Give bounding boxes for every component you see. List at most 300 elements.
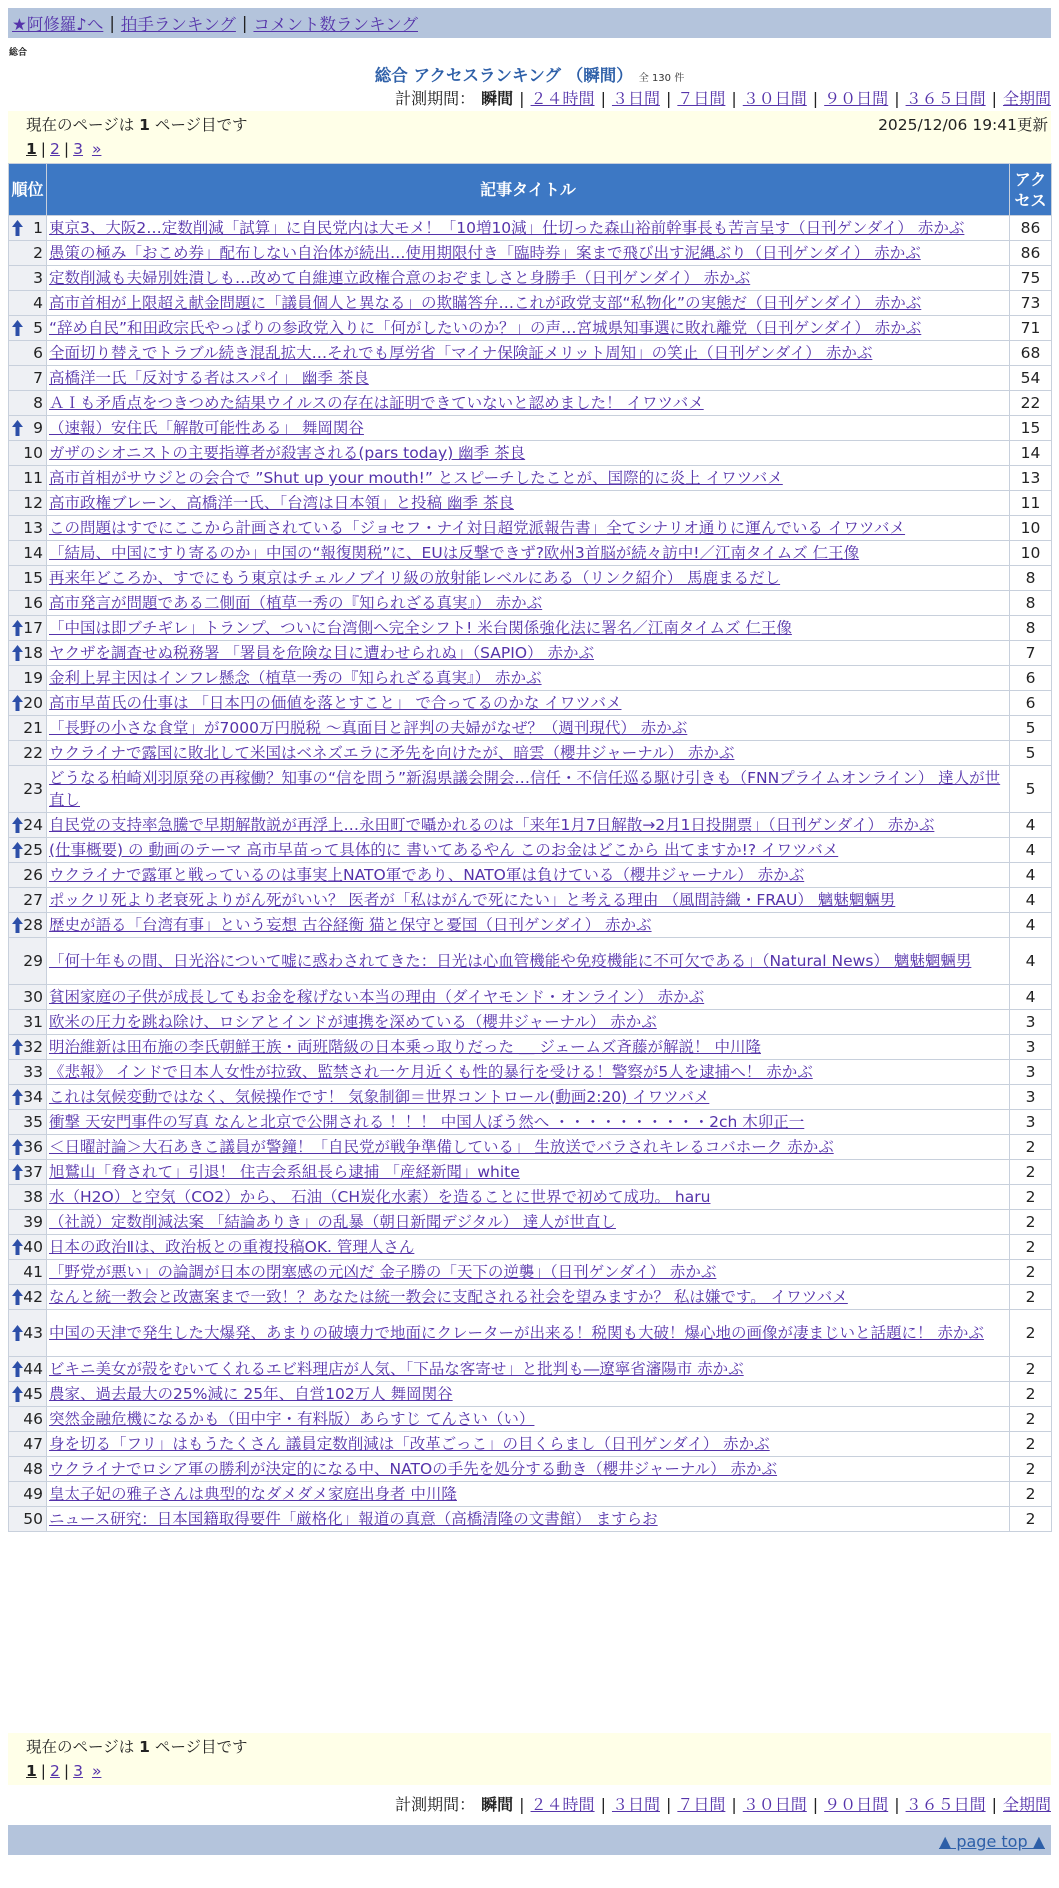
article-link[interactable]: 欧米の圧力を跳ね除け、ロシアとインドが連携を深めている（櫻井ジャーナル） 赤かぶ	[49, 1013, 657, 1031]
period-option-link[interactable]: ７日間	[677, 1795, 726, 1814]
rank-number: 3	[33, 269, 43, 287]
period-current: 瞬間	[481, 89, 514, 108]
article-link[interactable]: 高市早苗氏の仕事は 「日本円の価値を落とすこと」 で合ってるのかな イワツバメ	[49, 694, 622, 712]
rank-number: 32	[23, 1038, 43, 1056]
rank-number: 48	[23, 1460, 43, 1478]
table-row	[9, 1085, 1052, 1110]
article-link[interactable]: （速報）安住氏「解散可能性ある」 舞岡関谷	[49, 419, 364, 437]
period-option-link[interactable]: 全期間	[1002, 1795, 1051, 1814]
table-row	[9, 985, 1052, 1010]
article-link[interactable]: ポックリ死より老衰死よりがん死がいい？ 医者が「私はがんで死にたい」と考える理由 （風間詩織・FRAU） 魑魅魍魎男	[49, 891, 896, 909]
title-cell	[47, 466, 1010, 491]
article-link[interactable]: 高市発言が問題である二側面（植草一秀の『知られざる真実』） 赤かぶ	[49, 594, 543, 612]
table-row	[9, 1260, 1052, 1285]
title-cell	[47, 1235, 1010, 1260]
access-cell: 2	[1010, 1285, 1052, 1310]
up-arrow-icon	[12, 645, 23, 661]
title-cell	[47, 716, 1010, 741]
title-cell	[47, 1135, 1010, 1160]
access-cell: 3	[1010, 1060, 1052, 1085]
rank-cell	[9, 366, 47, 391]
title-cell	[47, 1060, 1010, 1085]
article-link[interactable]: この問題はすでにここから計画されている「ジョセフ・ナイ対日超党派報告書」全てシナリオ通りに運んでいる イワツバメ	[49, 519, 906, 537]
nav-separator: |	[109, 13, 115, 33]
table-row	[9, 1432, 1052, 1457]
home-link[interactable]: ★阿修羅♪へ	[12, 15, 104, 34]
table-row	[9, 1060, 1052, 1085]
access-cell: 2	[1010, 1507, 1052, 1532]
article-link[interactable]: ウクライナでロシア軍の勝利が決定的になる中、NATOの手先を処分する動き（櫻井ジャーナル） 赤かぶ	[49, 1460, 778, 1478]
table-row	[9, 1285, 1052, 1310]
article-link[interactable]: 高市首相がサウジとの会合で ”Shut up your mouth!” とスピーチしたことが、国際的に炎上 イワツバメ	[49, 469, 783, 487]
rank-cell	[9, 1482, 47, 1507]
up-arrow-icon	[12, 817, 23, 833]
title-cell	[47, 1110, 1010, 1135]
access-cell: 54	[1010, 366, 1052, 391]
title-cell	[47, 888, 1010, 913]
period-label: 計測期間：	[395, 1795, 476, 1814]
period-selector-bottom	[395, 1792, 1051, 1815]
access-cell: 6	[1010, 691, 1052, 716]
article-link[interactable]: 高市首相が上限超え献金問題に「議員個人と異なる」の欺瞞答弁…これが政党支部“私物化”の実態だ（日刊ゲンダイ） 赤かぶ	[49, 294, 922, 312]
article-link[interactable]: 高橋洋一氏「反対する者はスパイ」 幽季 茶良	[49, 369, 369, 387]
title-cell	[47, 1382, 1010, 1407]
table-row	[9, 1507, 1052, 1532]
access-cell: 13	[1010, 466, 1052, 491]
access-cell: 75	[1010, 266, 1052, 291]
rank-cell	[9, 741, 47, 766]
rank-number: 17	[23, 619, 43, 637]
page-title: 総合 アクセスランキング （瞬間）	[374, 66, 633, 85]
table-row	[9, 741, 1052, 766]
title-cell	[47, 1432, 1010, 1457]
access-cell: 6	[1010, 666, 1052, 691]
rank-cell	[9, 888, 47, 913]
table-row	[9, 666, 1052, 691]
comment-ranking-link[interactable]: コメント数ランキング	[253, 15, 418, 34]
period-separator: |	[731, 1795, 737, 1814]
title-cell	[47, 938, 1010, 985]
rank-cell	[9, 1135, 47, 1160]
rank-cell	[9, 441, 47, 466]
up-arrow-icon	[12, 1386, 23, 1402]
rank-cell	[9, 291, 47, 316]
article-link[interactable]: 東京3、大阪2…定数削減「試算」に自民党内は大モメ！「10増10減」仕切った森山裕前幹事長も苦言呈す（日刊ゲンダイ） 赤かぶ	[49, 219, 965, 237]
article-link[interactable]: ヤクザを調査せぬ税務署 「署員を危険な目に遭わせられぬ」（SAPIO） 赤かぶ	[49, 644, 594, 662]
table-row	[9, 1310, 1052, 1357]
access-cell: 11	[1010, 491, 1052, 516]
article-link[interactable]: 貧困家庭の子供が成長してもお金を稼げない本当の理由（ダイヤモンド・オンライン） 赤かぶ	[49, 988, 705, 1006]
period-separator: |	[600, 1795, 606, 1814]
rank-number: 22	[23, 744, 43, 762]
rank-number: 4	[33, 294, 43, 312]
up-arrow-icon	[12, 1039, 23, 1055]
rank-number: 9	[33, 419, 43, 437]
title-cell	[47, 1482, 1010, 1507]
article-link[interactable]: “辞め自民”和田政宗氏やっぱりの参政党入りに「何がしたいのか？」の声…宮城県知事選に敗れ離党（日刊ゲンダイ） 赤かぶ	[49, 319, 922, 337]
table-row	[9, 888, 1052, 913]
access-cell: 86	[1010, 241, 1052, 266]
page-top-link[interactable]: ▲ page top ▲	[938, 1832, 1045, 1851]
updated-timestamp: 2025/12/06 19:41更新	[878, 116, 1048, 134]
article-link[interactable]: ガザのシオニストの主要指導者が殺害される(pars today) 幽季 茶良	[49, 444, 526, 462]
article-link[interactable]: ウクライナで露軍と戦っているのは事実上NATO軍であり、NATO軍は負けている（櫻井ジャーナル） 赤かぶ	[49, 866, 805, 884]
period-option-link[interactable]: ３日間	[611, 89, 660, 108]
rank-cell	[9, 641, 47, 666]
article-link[interactable]: どうなる柏崎刈羽原発の再稼働？知事の“信を問う”新潟県議会開会…信任・不信任巡る駆け引きも（FNNプライムオンライン） 達人が世直し	[49, 769, 1001, 809]
title-cell	[47, 291, 1010, 316]
access-cell: 8	[1010, 616, 1052, 641]
table-row	[9, 366, 1052, 391]
article-link[interactable]: 「野党が悪い」の論調が日本の閉塞感の元凶だ 金子勝の「天下の逆襲」（日刊ゲンダイ） 赤かぶ	[49, 1263, 717, 1281]
article-link[interactable]: ウクライナで露国に敗北して米国はベネズエラに矛先を向けたが、暗雲（櫻井ジャーナル） 赤かぶ	[49, 744, 735, 762]
table-row	[9, 938, 1052, 985]
article-link[interactable]: 水（H2O）と空気（CO2）から、 石油（CH炭化水素）を造ることに世界で初めて成功。 haru	[49, 1188, 711, 1206]
period-option-link[interactable]: ３０日間	[742, 89, 807, 108]
title-cell	[47, 863, 1010, 888]
up-arrow-icon	[12, 220, 23, 236]
col-header-access: アクセス	[1010, 164, 1052, 216]
access-cell: 71	[1010, 316, 1052, 341]
period-separator: |	[991, 1795, 997, 1814]
pager-current-page: 1	[26, 140, 37, 158]
table-row	[9, 1110, 1052, 1135]
rank-number: 15	[23, 569, 43, 587]
table-row	[9, 1185, 1052, 1210]
period-label: 計測期間：	[395, 89, 476, 108]
access-cell: 3	[1010, 1010, 1052, 1035]
rank-cell	[9, 1357, 47, 1382]
rank-cell	[9, 1407, 47, 1432]
access-cell: 3	[1010, 1110, 1052, 1135]
up-arrow-icon	[12, 917, 23, 933]
title-cell	[47, 341, 1010, 366]
rank-number: 43	[23, 1324, 43, 1342]
period-separator: |	[812, 89, 819, 108]
article-link[interactable]: 皇太子妃の雅子さんは典型的なダメダメ家庭出身者 中川隆	[49, 1485, 457, 1503]
clap-ranking-link[interactable]: 拍手ランキング	[120, 15, 236, 34]
period-option-link[interactable]: 全期間	[1002, 89, 1051, 108]
rank-cell	[9, 1382, 47, 1407]
table-row	[9, 766, 1052, 813]
rank-cell	[9, 1085, 47, 1110]
rank-cell	[9, 516, 47, 541]
article-link[interactable]: 全面切り替えでトラブル続き混乱拡大…それでも厚労省「マイナ保険証メリット周知」の笑止（日刊ゲンダイ） 赤かぶ	[49, 344, 873, 362]
table-row	[9, 1035, 1052, 1060]
article-link[interactable]: 中国の天津で発生した大爆発、あまりの破壊力で地面にクレーターが出来る！税関も大破！爆心地の画像が凄まじいと話題に！ 赤かぶ	[49, 1324, 984, 1342]
article-link[interactable]: 明治維新は田布施の李氏朝鮮王族・両班階級の日本乗っ取りだった ＿ ジェームズ斉藤が解説！ 中川隆	[49, 1038, 761, 1056]
table-row	[9, 291, 1052, 316]
pager-page-link[interactable]: 2	[50, 1762, 60, 1780]
rank-cell	[9, 985, 47, 1010]
pager-top	[26, 137, 1051, 161]
title-cell	[47, 1160, 1010, 1185]
rank-cell	[9, 766, 47, 813]
title-cell	[47, 316, 1010, 341]
rank-number: 38	[23, 1188, 43, 1206]
access-cell: 2	[1010, 1160, 1052, 1185]
up-arrow-icon	[12, 420, 23, 436]
title-cell	[47, 241, 1010, 266]
rank-number: 24	[23, 816, 43, 834]
article-link[interactable]: 日本の政治Ⅱは、政治板との重複投稿OK. 管理人さん	[49, 1238, 415, 1256]
table-row	[9, 863, 1052, 888]
table-row	[9, 1357, 1052, 1382]
title-cell	[47, 566, 1010, 591]
period-separator: |	[991, 89, 997, 108]
article-link[interactable]: (仕事概要) の 動画のテーマ 高市早苗って具体的に 書いてあるやん このお金はどこから 出てますか!? イワツバメ	[49, 841, 839, 859]
pager-bottom	[26, 1759, 1051, 1783]
title-cell	[47, 1407, 1010, 1432]
rank-number: 44	[23, 1360, 43, 1378]
title-cell	[47, 391, 1010, 416]
category-label: 総合	[9, 48, 28, 58]
page-title-block	[0, 62, 1059, 86]
title-cell	[47, 766, 1010, 813]
table-row	[9, 838, 1052, 863]
table-row	[9, 391, 1052, 416]
period-option-link[interactable]: ９０日間	[824, 89, 889, 108]
article-link[interactable]: ニュース研究：日本国籍取得要件「厳格化」報道の真意（高橋清隆の文書館） ますらお	[49, 1510, 658, 1528]
period-option-link[interactable]: ３６５日間	[905, 1795, 986, 1814]
title-cell	[47, 1085, 1010, 1110]
table-row	[9, 1482, 1052, 1507]
rank-cell	[9, 341, 47, 366]
article-link[interactable]: これは気候変動ではなく、気候操作です！ 気象制御＝世界コントロール(動画2:20) イワツバメ	[49, 1088, 710, 1106]
rank-cell	[9, 716, 47, 741]
col-header-title: 記事タイトル	[47, 164, 1010, 216]
rank-cell	[9, 1110, 47, 1135]
rank-number: 23	[23, 780, 43, 798]
article-link[interactable]: 突然金融危機になるかも（田中宇・有料版）あらすじ てんさい（い）	[49, 1410, 535, 1428]
pager-page-link[interactable]: 3	[73, 1762, 84, 1780]
rank-number: 13	[23, 519, 43, 537]
table-row	[9, 1407, 1052, 1432]
article-link[interactable]: 定数削減も夫婦別姓潰しも…改めて自維連立政権合意のおぞましさと身勝手（日刊ゲンダイ） 赤かぶ	[49, 269, 751, 287]
table-row	[9, 416, 1052, 441]
table-row	[9, 341, 1052, 366]
rank-number: 27	[23, 891, 43, 909]
access-cell: 14	[1010, 441, 1052, 466]
title-cell	[47, 985, 1010, 1010]
article-link[interactable]: 金利上昇主因はインフレ懸念（植草一秀の『知られざる真実』） 赤かぶ	[49, 669, 542, 687]
pager-next-link[interactable]: »	[91, 1762, 102, 1780]
nav-separator: |	[241, 13, 248, 33]
access-cell: 2	[1010, 1135, 1052, 1160]
article-link[interactable]: 愚策の極み「おこめ券」配布しない自治体が続出…使用期限付き「臨時券」案まで飛び出す泥縄ぶり（日刊ゲンダイ） 赤かぶ	[49, 244, 921, 262]
pager-current-page: 1	[26, 1762, 37, 1780]
title-cell	[47, 616, 1010, 641]
access-cell: 2	[1010, 1382, 1052, 1407]
article-link[interactable]: 歴史が語る「台湾有事」という妄想 古谷経衡 猫と保守と憂国（日刊ゲンダイ） 赤かぶ	[49, 916, 652, 934]
table-row	[9, 1160, 1052, 1185]
rank-number: 1	[33, 219, 43, 237]
period-option-link[interactable]: ３日間	[611, 1795, 660, 1814]
period-separator: |	[519, 1795, 525, 1814]
pager-page-link[interactable]: 3	[73, 140, 84, 158]
rank-number: 41	[23, 1263, 43, 1281]
title-cell	[47, 441, 1010, 466]
rank-cell	[9, 541, 47, 566]
rank-number: 21	[23, 719, 43, 737]
access-cell: 7	[1010, 641, 1052, 666]
title-cell	[47, 1210, 1010, 1235]
title-cell	[47, 741, 1010, 766]
table-row	[9, 1382, 1052, 1407]
rank-cell	[9, 1185, 47, 1210]
table-row	[9, 516, 1052, 541]
access-cell: 4	[1010, 913, 1052, 938]
title-cell	[47, 691, 1010, 716]
article-link[interactable]: 高市政権ブレーン、高橋洋一氏、「台湾は日本領」と投稿 幽季 茶良	[49, 494, 514, 512]
access-cell: 8	[1010, 566, 1052, 591]
rank-cell	[9, 813, 47, 838]
title-cell	[47, 591, 1010, 616]
up-arrow-icon	[12, 1164, 23, 1180]
rank-cell	[9, 666, 47, 691]
rank-number: 36	[23, 1138, 43, 1156]
period-option-link[interactable]: ２４時間	[530, 89, 595, 108]
period-separator: |	[519, 89, 525, 108]
title-cell	[47, 666, 1010, 691]
rank-number: 10	[23, 444, 43, 462]
article-link[interactable]: 「長野の小さな食堂」が7000万円脱税 ～真面目と評判の夫婦がなぜ？（週刊現代） 赤かぶ	[49, 719, 688, 737]
access-cell: 15	[1010, 416, 1052, 441]
rank-number: 33	[23, 1063, 43, 1081]
access-cell: 4	[1010, 888, 1052, 913]
access-cell: 4	[1010, 985, 1052, 1010]
pager-next-link[interactable]: »	[91, 140, 102, 158]
article-link[interactable]: 「結局、中国にすり寄るのか」中国の“報復関税”に、EUは反撃できず?欧州3首脳が続々訪中!／江南タイムズ 仁王像	[49, 544, 860, 562]
article-link[interactable]: 再来年どころか、すでにもう東京はチェルノブイリ級の放射能レベルにある（リンク紹介） 馬鹿まるだし	[49, 569, 781, 587]
up-arrow-icon	[12, 1289, 23, 1305]
period-option-link[interactable]: ３０日間	[742, 1795, 807, 1814]
rank-cell	[9, 416, 47, 441]
rank-number: 19	[23, 669, 43, 687]
pager-separator: |	[40, 140, 47, 158]
rank-number: 26	[23, 866, 43, 884]
ranking-table	[8, 163, 1052, 1532]
rank-cell	[9, 1210, 47, 1235]
period-separator: |	[894, 1795, 900, 1814]
access-cell: 2	[1010, 1185, 1052, 1210]
rank-number: 47	[23, 1435, 43, 1453]
rank-cell	[9, 1035, 47, 1060]
article-link[interactable]: 農家、過去最大の25%減に 25年、自営102万人 舞岡関谷	[49, 1385, 453, 1403]
up-arrow-icon	[12, 1089, 23, 1105]
access-cell: 2	[1010, 1310, 1052, 1357]
period-separator: |	[600, 89, 606, 108]
access-cell: 2	[1010, 1260, 1052, 1285]
access-cell: 2	[1010, 1482, 1052, 1507]
access-cell: 2	[1010, 1210, 1052, 1235]
access-cell: 5	[1010, 766, 1052, 813]
article-link[interactable]: 身を切る「フリ」はもうたくさん 議員定数削減は「改革ごっこ」の目くらまし（日刊ゲンダイ） 赤かぶ	[49, 1435, 770, 1453]
table-row	[9, 266, 1052, 291]
access-cell: 4	[1010, 863, 1052, 888]
rank-number: 39	[23, 1213, 43, 1231]
access-cell: 2	[1010, 1357, 1052, 1382]
access-cell: 4	[1010, 838, 1052, 863]
rank-number: 12	[23, 494, 43, 512]
article-link[interactable]: 《悲報》 インドで日本人女性が拉致、監禁され一ケ月近くも性的暴行を受ける！警察が5人を逮捕へ！ 赤かぶ	[49, 1063, 813, 1081]
up-arrow-icon	[12, 1361, 23, 1377]
rank-cell	[9, 591, 47, 616]
rank-cell	[9, 691, 47, 716]
rank-number: 37	[23, 1163, 43, 1181]
period-option-link[interactable]: ９０日間	[824, 1795, 889, 1814]
article-link[interactable]: 「何十年もの間、日光浴について嘘に惑わされてきた：日光は心血管機能や免疫機能に不可欠である」（Natural News） 魑魅魍魎男	[49, 952, 972, 970]
rank-cell	[9, 1285, 47, 1310]
col-header-rank: 順位	[9, 164, 47, 216]
article-link[interactable]: 衝撃 天安門事件の写真 なんと北京で公開される ！！！ 中国人ぼう然へ ・・・・・・・・・・2ch 木卯正一	[49, 1113, 805, 1131]
access-cell: 73	[1010, 291, 1052, 316]
title-cell	[47, 1457, 1010, 1482]
article-link[interactable]: 「中国は即ブチギレ」トランプ、ついに台湾側へ完全シフト! 米台関係強化法に署名／江南タイムズ 仁王像	[49, 619, 792, 637]
rank-cell	[9, 1235, 47, 1260]
access-cell: 4	[1010, 813, 1052, 838]
access-cell: 2	[1010, 1235, 1052, 1260]
period-separator: |	[665, 1795, 672, 1814]
up-arrow-icon	[12, 620, 23, 636]
pager-separator: |	[63, 140, 70, 158]
article-link[interactable]: 自民党の支持率急騰で早期解散説が再浮上…永田町で囁かれるのは「来年1月7日解散→2月1日投開票」（日刊ゲンダイ） 赤かぶ	[49, 816, 935, 834]
article-link[interactable]: （社説）定数削減法案 「結論ありき」の乱暴（朝日新聞デジタル） 達人が世直し	[49, 1213, 616, 1231]
current-page-text: 現在のページは 1 ページ目です	[26, 1738, 248, 1756]
title-cell	[47, 1010, 1010, 1035]
period-separator: |	[731, 89, 737, 108]
period-option-link[interactable]: ７日間	[677, 89, 726, 108]
title-cell	[47, 1285, 1010, 1310]
article-link[interactable]: 旭鷲山「脅されて」引退！ 住吉会系組長ら逮捕 「産経新聞」white	[49, 1163, 520, 1181]
table-row	[9, 913, 1052, 938]
article-link[interactable]: ＜日曜討論＞大石あきこ議員が警鐘！「自民党が戦争準備している」 生放送でバラされキレるコバホーク 赤かぶ	[49, 1138, 834, 1156]
period-option-link[interactable]: ３６５日間	[905, 89, 986, 108]
rank-cell	[9, 838, 47, 863]
rank-cell	[9, 241, 47, 266]
access-cell: 86	[1010, 216, 1052, 241]
up-arrow-icon	[12, 320, 23, 336]
article-link[interactable]: ＡＩも矛盾点をつきつめた結果ウイルスの存在は証明できていないと認めました！ イワツバメ	[49, 394, 704, 412]
footer-bar	[8, 1825, 1051, 1855]
period-option-link[interactable]: ２４時間	[530, 1795, 595, 1814]
rank-cell	[9, 913, 47, 938]
rank-cell	[9, 216, 47, 241]
pager-page-link[interactable]: 2	[50, 140, 60, 158]
table-row	[9, 716, 1052, 741]
access-cell: 3	[1010, 1035, 1052, 1060]
rank-number: 50	[23, 1510, 43, 1528]
period-separator: |	[894, 89, 900, 108]
access-cell: 8	[1010, 591, 1052, 616]
rank-cell	[9, 391, 47, 416]
rank-cell	[9, 616, 47, 641]
rank-cell	[9, 466, 47, 491]
title-cell	[47, 491, 1010, 516]
access-cell: 4	[1010, 938, 1052, 985]
title-cell	[47, 516, 1010, 541]
article-link[interactable]: なんと統一教会と改憲案まで一致！？あなたは統一教会に支配される社会を望みますか？ 私は嫌です。 イワツバメ	[49, 1288, 848, 1306]
access-cell: 5	[1010, 741, 1052, 766]
rank-cell	[9, 1010, 47, 1035]
title-cell	[47, 266, 1010, 291]
access-cell: 2	[1010, 1432, 1052, 1457]
article-link[interactable]: ビキニ美女が殻をむいてくれるエビ料理店が人気、「下品な客寄せ」と批判も―遼寧省瀋陽市 赤かぶ	[49, 1360, 744, 1378]
table-row	[9, 216, 1052, 241]
access-cell: 5	[1010, 716, 1052, 741]
table-row	[9, 466, 1052, 491]
current-page-text: 現在のページは 1 ページ目です	[26, 116, 248, 134]
